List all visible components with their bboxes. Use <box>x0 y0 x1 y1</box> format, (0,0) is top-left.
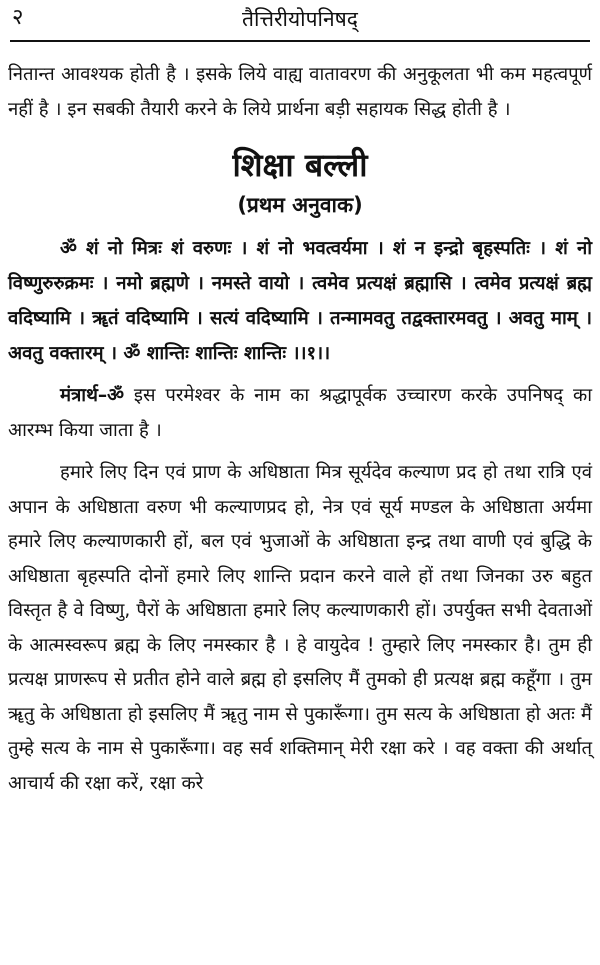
meaning-text: इस परमेश्वर के नाम का श्रद्धापूर्वक उच्चारण करके उपनिषद् का आरम्भ किया जाता है । <box>8 385 592 441</box>
meaning-paragraph <box>8 379 592 448</box>
page-number: २ <box>12 5 24 30</box>
running-title: तैत्तिरीयोपनिषद् <box>242 7 358 31</box>
intro-paragraph: नितान्त आवश्यक होती है । इसके लिये वाह्य वातावरण की अनुकूलता भी कम महत्वपूर्ण नहीं है । इन सबकी तैयारी करने के लिये प्रार्थना बड़ी सहायक सिद्ध होती है । <box>8 64 592 120</box>
mantra-text: ॐ शं नो मित्रः शं वरुणः । शं नो भवत्वर्यमा । शं न इन्द्रो बृहस्पतिः । शं नो विष्णुरुरुक्रमः । नमो ब्रह्मणे । नमस्ते वायो । त्वमेव प्रत्यक्षं ब्रह्मासि । त्वमेव प्रत्यक्षं ब्रह्म वदिष्यामि । ॠतं वदिष्यामि । सत्यं वदिष्यामि । तन्मामवतु तद्वक्तारमवतु । अवतु माम् । अवतु वक्तारम् । ॐ शान्तिः शान्तिः शान्तिः ।।१।। <box>8 238 592 364</box>
meaning-label: मंत्रार्थ–ॐ <box>60 385 125 406</box>
section-subtitle: (प्रथम अनुवाक) <box>237 193 363 217</box>
page-header <box>10 0 590 42</box>
section-title: शिक्षा बल्ली <box>232 146 368 184</box>
body-paragraph: हमारे लिए दिन एवं प्राण के अधिष्ठाता मित्र सूर्यदेव कल्याण प्रद हो तथा रात्रि एवं अपान के अधिष्ठाता वरुण भी कल्याणप्रद हो, नेत्र एवं सूर्य मण्डल के अधिष्ठाता अर्यमा हमारे लिए कल्याणकारी हों, बल एवं भुजाओं के अधिष्ठाता इन्द्र तथा वाणी एवं बुद्धि के अधिष्ठाता बृहस्पति दोनों हमारे लिए शान्ति प्रदान करने वाले हों तथा जिनका उरु बहुत विस्तृत है वे विष्णु, पैरों के अधिष्ठाता हमारे लिए कल्याणकारी हों। उपर्युक्त सभी देवताओं के आत्मस्वरूप ब्रह्म के लिए नमस्कार है । हे वायुदेव ! तुम्हारे लिए नमस्कार है। तुम ही प्रत्यक्ष प्राणरूप से प्रतीत होने वाले ब्रह्म हो इसलिए मैं तुमको ही प्रत्यक्ष ब्रह्म कहूँगा । तुम ॠतु के अधिष्ठाता हो इसलिए मैं ॠतु नाम से पुकारूँगा। तुम सत्य के अधिष्ठाता हो अतः मैं तुम्हे सत्य के नाम से पुकारूँगा। वह सर्व शक्तिमान् मेरी रक्षा करे । वह वक्ता की अर्थात् आचार्य की रक्षा करें, रक्षा करे <box>8 462 592 794</box>
